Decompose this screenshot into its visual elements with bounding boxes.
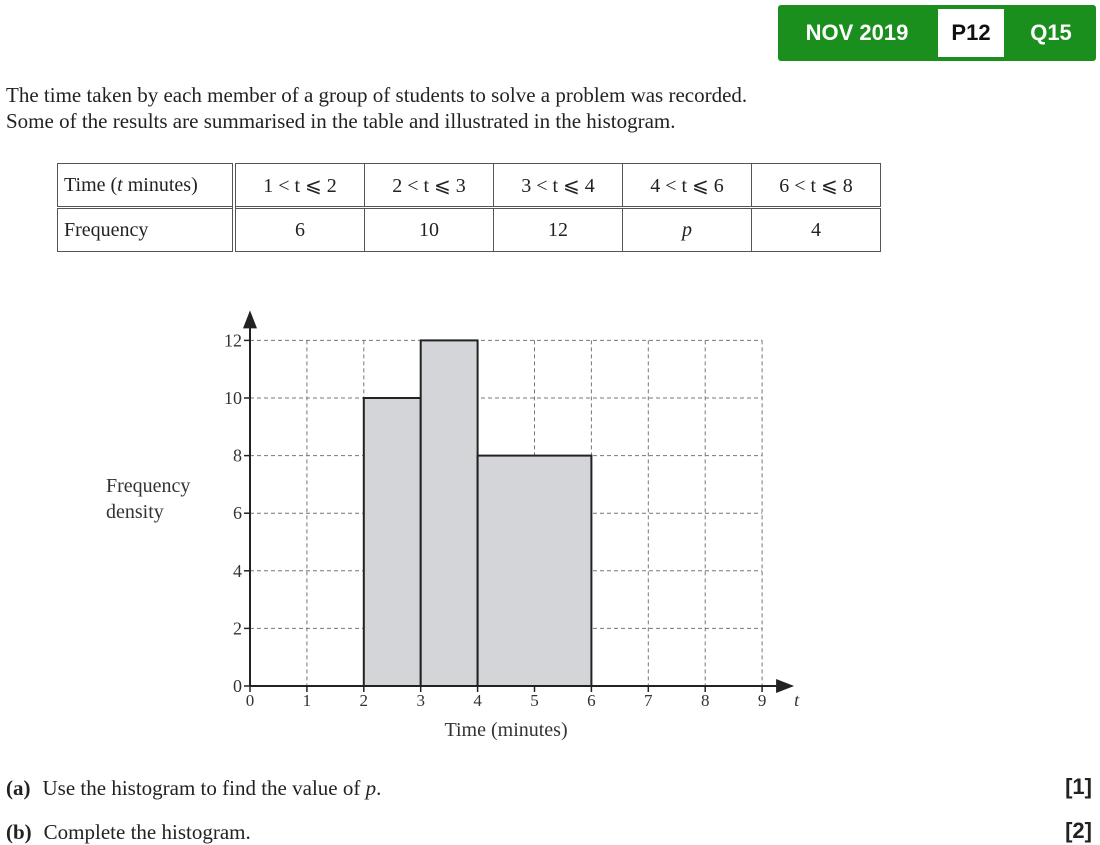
x-tick-label: 2 [359,691,369,710]
histogram-bar [478,456,592,686]
paper-label: P12 [938,9,1004,57]
y-axis-title-line: Frequency [106,475,191,497]
x-tick-label: 0 [245,691,255,710]
frequency-cell: p [623,208,752,252]
x-axis-title: Time (minutes) [444,719,568,741]
y-axis-title-line: density [106,501,164,523]
y-tick-label: 8 [233,445,242,466]
y-tick-label: 2 [233,618,242,639]
question-label: Q15 [1030,20,1072,45]
marks-b: [2] [1065,818,1092,843]
frequency-cell: 6 [234,208,365,252]
y-axis-arrow [243,310,257,328]
y-tick-label: 4 [233,560,242,581]
histogram-bar [421,340,478,686]
histogram-bars [364,340,592,686]
y-tick-label: 6 [233,503,242,524]
interval-cell: 3 < t ⩽ 4 [494,164,623,208]
frequency-cell: 12 [494,208,623,252]
x-tick-label: 9 [757,691,767,710]
intro-line-2: Some of the results are summarised in the table and illustrated in the histogram. [6,109,676,133]
x-tick-label: 7 [644,691,653,710]
x-variable-label: t [794,690,800,710]
frequency-cell: 10 [365,208,494,252]
question-intro [6,82,747,134]
marks-a: [1] [1065,774,1092,799]
x-tick-label: 3 [416,691,425,710]
y-tick-label: 10 [224,388,242,408]
y-tick-label: 12 [224,330,242,351]
histogram [0,300,860,750]
x-tick-label: 8 [700,691,710,710]
question-badge [778,5,1096,61]
x-tick-label: 5 [530,691,539,710]
frequency-cell: 4 [752,208,881,252]
intro-line-1: The time taken by each member of a group of students to solve a problem was recorded. [6,83,748,107]
interval-cell: 2 < t ⩽ 3 [365,164,494,208]
question-a: (a) Use the histogram to find the value of p. [6,776,382,800]
part-text: Complete the histogram. [43,820,251,844]
interval-cell: 6 < t ⩽ 8 [752,164,881,208]
session-label: NOV 2019 [805,20,909,45]
interval-cell: 4 < t ⩽ 6 [623,164,752,208]
x-tick-label: 6 [587,691,596,710]
y-tick-label: 0 [233,676,242,696]
time-header: Time (t minutes) [58,164,235,208]
part-label: (a) [6,776,31,800]
x-tick-label: 4 [473,691,482,710]
part-label: (b) [6,820,32,844]
frequency-row [58,208,881,252]
x-tick-label: 1 [302,691,312,710]
x-axis-arrow [776,679,794,693]
frequency-table [57,163,881,252]
question-b [6,820,251,845]
interval-cell: 1 < t ⩽ 2 [234,164,365,208]
frequency-header: Frequency [58,208,235,252]
part-text: Use the histogram to find the value of [42,776,361,800]
time-row [58,164,881,208]
part-variable: p [365,776,377,800]
histogram-bar [364,398,421,686]
